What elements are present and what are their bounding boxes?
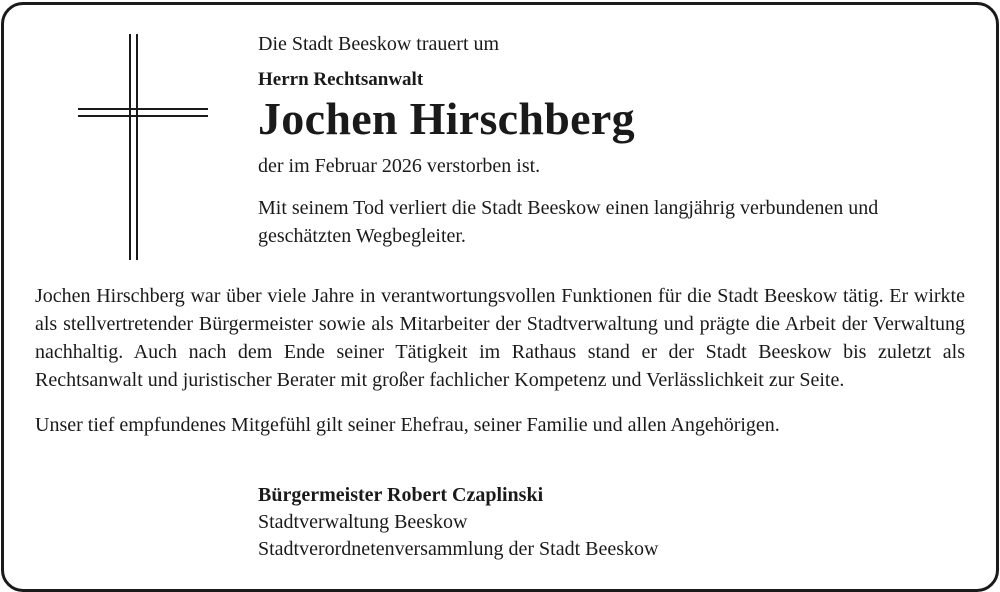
biography-paragraph: Jochen Hirschberg war über viele Jahre in verantwortungsvollen Funktionen für die Stadt Beeskow tätig. Er wirkte als stellvertretender Bürgermeister sowie als Mitarbeiter der Stadtverwaltung und prägte die Arbeit der Verwaltung nachhaltig. Auch nach dem Ende seiner Tätigkeit im Rathaus stand er der Stadt Beeskow bis zuletzt als Rechtsanwalt und juristischer Berater mit großer fachlicher Kompetenz und Verlässlichkeit zur Seite. (35, 285, 965, 391)
organization-1: Stadtverwaltung Beeskow (258, 511, 468, 533)
organization-2: Stadtverordnetenversammlung der Stadt Beeskow (258, 538, 659, 560)
cross-icon (78, 34, 208, 260)
signer-name: Bürgermeister Robert Czaplinski (258, 484, 544, 506)
death-line: der im Februar 2026 verstorben ist. (258, 155, 541, 177)
intro-text: Die Stadt Beeskow trauert um (258, 33, 500, 55)
header-block (258, 30, 978, 250)
deceased-name: Jochen Hirschberg (258, 93, 635, 144)
body-block (35, 282, 965, 439)
signature-block (258, 482, 658, 563)
tribute-text: Mit seinem Tod verliert die Stadt Beeskow einen langjährig verbundenen und geschätzten Wegbegleiter. (258, 197, 879, 247)
condolence-text: Unser tief empfundenes Mitgefühl gilt seiner Ehefrau, seiner Familie und allen Angehörigen. (35, 414, 780, 436)
honorific: Herrn Rechtsanwalt (258, 69, 424, 90)
